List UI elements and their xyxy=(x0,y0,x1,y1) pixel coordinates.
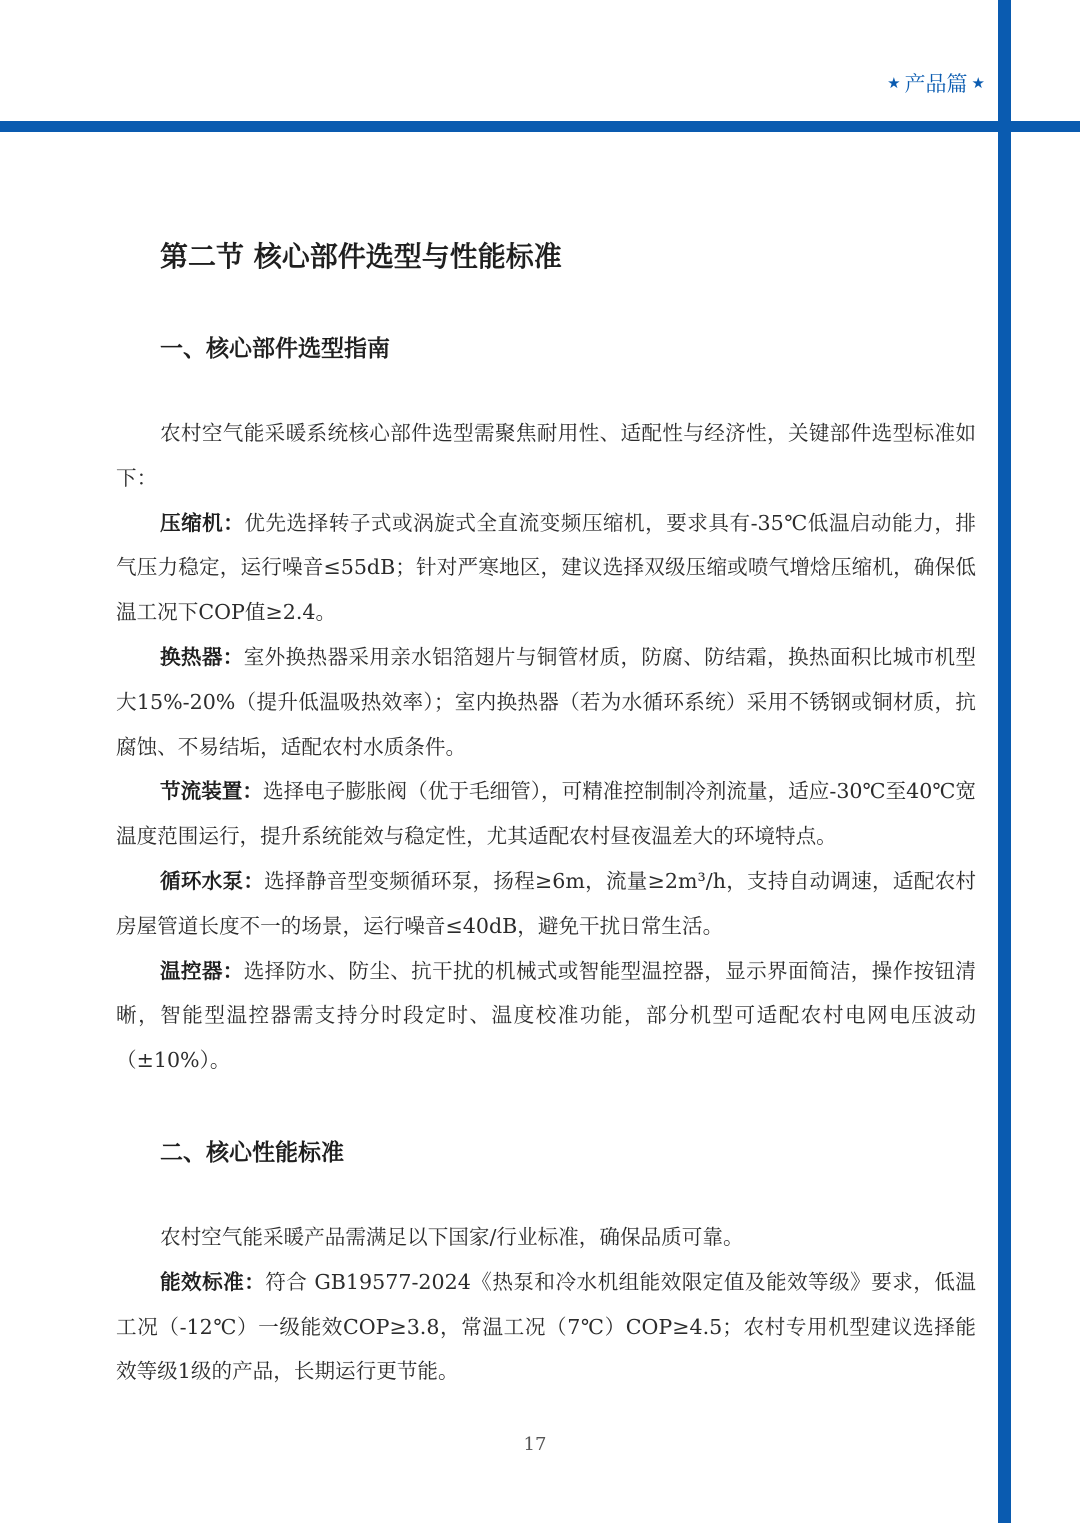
term-label: 压缩机： xyxy=(160,510,245,535)
term-text: 选择防水、防尘、抗干扰的机械式或智能型温控器，显示界面简洁，操作按钮清晰，智能型温控器需支持分时段定时、温度校准功能，部分机型可适配农村电网电压波动（±10%）。 xyxy=(116,958,977,1073)
term-label: 温控器： xyxy=(160,958,244,983)
term-label: 节流装置： xyxy=(160,779,263,804)
component-paragraph xyxy=(116,769,976,859)
header-rule xyxy=(0,121,1080,132)
term-text: 选择电子膨胀阀（优于毛细管），可精准控制制冷剂流量，适应-30℃至40℃宽温度范围运行，提升系统能效与稳定性，尤其适配农村昼夜温差大的环境特点。 xyxy=(116,779,977,849)
term-text: 选择静音型变频循环泵，扬程≥6m，流量≥2m³/h，支持自动调速，适配农村房屋管道长度不一的场景，运行噪音≤40dB，避免干扰日常生活。 xyxy=(116,868,976,938)
page-number: 17 xyxy=(523,1434,547,1455)
page-content xyxy=(116,232,976,1394)
intro-paragraph: 农村空气能采暖产品需满足以下国家/行业标准，确保品质可靠。 xyxy=(160,1224,744,1249)
term-label: 换热器： xyxy=(160,644,244,669)
side-rule xyxy=(998,0,1011,1523)
component-paragraph xyxy=(116,501,976,635)
term-label: 循环水泵： xyxy=(160,868,265,893)
standard-paragraph xyxy=(116,1260,976,1394)
sub-heading-performance-standards: 二、核心性能标准 xyxy=(160,1138,344,1166)
component-paragraph xyxy=(116,949,976,1083)
section-title: 第二节 核心部件选型与性能标准 xyxy=(160,240,562,273)
section-tag-label: 产品篇 xyxy=(904,72,968,96)
term-text: 优先选择转子式或涡旋式全直流变频压缩机，要求具有-35℃低温启动能力，排气压力稳定，运行噪音≤55dB；针对严寒地区，建议选择双级压缩或喷气增焓压缩机，确保低温工况下COP值≥2.4。 xyxy=(116,510,977,625)
star-icon: ★ xyxy=(887,74,901,92)
star-icon: ★ xyxy=(971,74,985,92)
component-paragraph xyxy=(116,635,976,769)
term-text: 符合 GB19577-2024《热泵和冷水机组能效限定值及能效等级》要求，低温工况（-12℃）一级能效COP≥3.8，常温工况（7℃）COP≥4.5；农村专用机型建议选择能效等级1级的产品，长期运行更节能。 xyxy=(116,1269,976,1384)
intro-paragraph: 农村空气能采暖系统核心部件选型需聚焦耐用性、适配性与经济性，关键部件选型标准如下： xyxy=(116,421,976,490)
sub-heading-component-selection: 一、核心部件选型指南 xyxy=(160,335,390,362)
term-text: 室外换热器采用亲水铝箔翅片与铜管材质，防腐、防结霜，换热面积比城市机型大15%-20%（提升低温吸热效率）；室内换热器（若为水循环系统）采用不锈钢或铜材质，抗腐蚀、不易结垢，适配农村水质条件。 xyxy=(116,644,977,759)
term-label: 能效标准： xyxy=(160,1269,266,1294)
section-tag xyxy=(887,68,985,98)
component-paragraph xyxy=(116,859,976,949)
